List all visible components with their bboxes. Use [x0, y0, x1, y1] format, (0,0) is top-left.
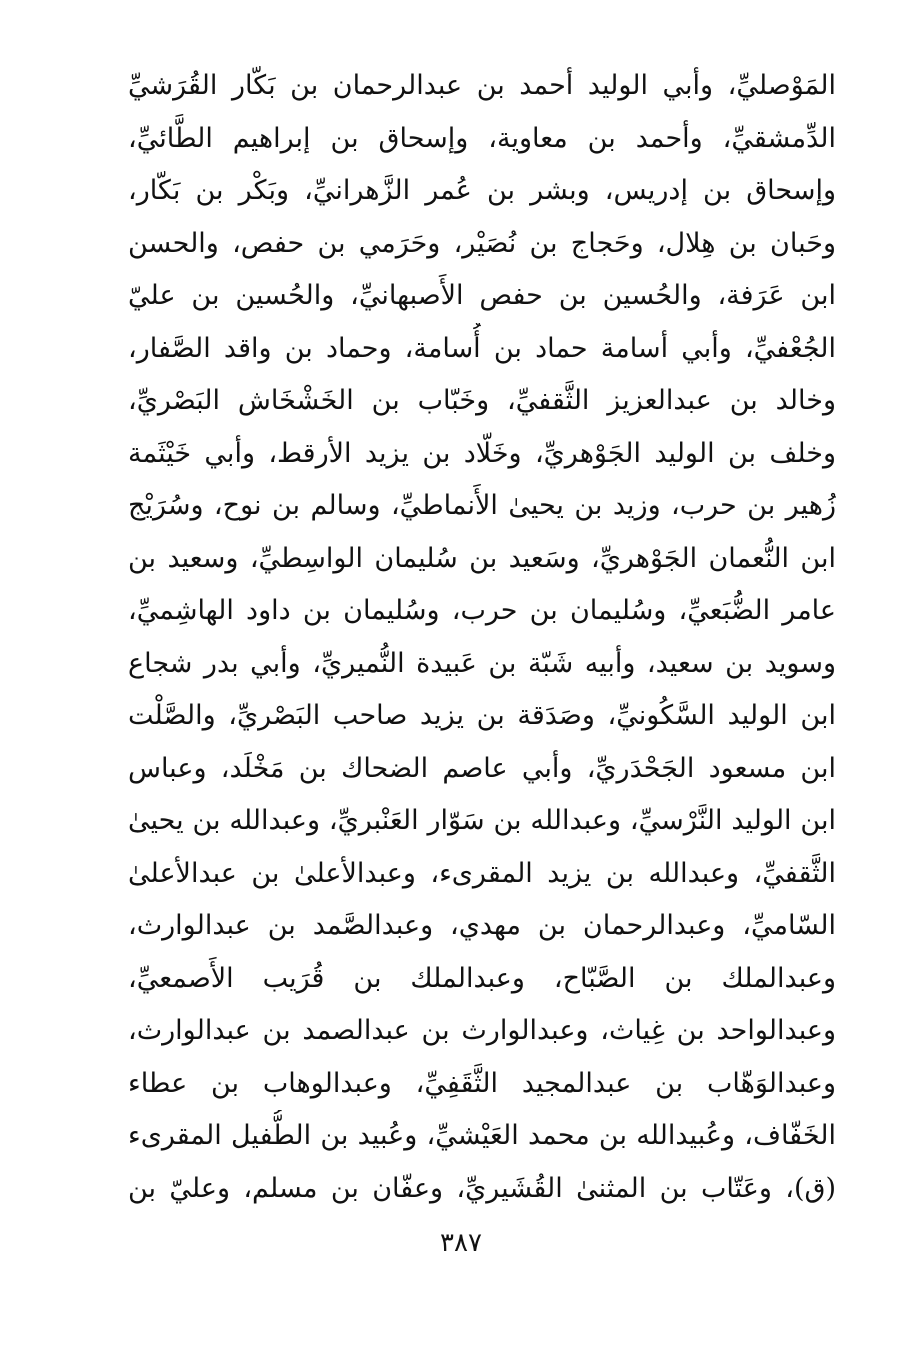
text-line: ابن النُّعمان الجَوْهريِّ، وسَعيد بن سُليمان الواسِطيِّ، وسعيد بن	[128, 542, 836, 574]
text-line: ابن مسعود الجَحْدَريِّ، وأبي عاصم الضحاك بن مَخْلَد، وعباس	[128, 752, 836, 784]
text-line: وخالد بن عبدالعزيز الثَّقفيِّ، وخَبّاب بن الخَشْخَاش البَصْريِّ،	[128, 385, 836, 416]
text-line: الجُعْفيِّ، وأبي أسامة حماد بن أُسامة، وحماد بن واقد الصَّفار،	[128, 332, 836, 364]
text-line: الخَفّاف، وعُبيدالله بن محمد العَيْشيِّ، وعُبيد بن الطُّفيل المقرىء	[128, 1120, 836, 1151]
text-line: ابن الوليد السَّكُونيِّ، وصَدَقة بن يزيد صاحب البَصْريِّ، والصَّلْت	[128, 700, 836, 731]
text-line: ابن الوليد النَّرْسيِّ، وعبدالله بن سَوّار العَنْبريِّ، وعبدالله بن يحيىٰ	[128, 805, 836, 836]
text-line: ابن عَرَفة، والحُسين بن حفص الأَصبهانيِّ، والحُسين بن عليّ	[128, 280, 836, 311]
text-line: وإسحاق بن إدريس، وبشر بن عُمر الزَّهرانيِّ، وبَكْر بن بَكّار،	[128, 175, 836, 206]
text-line: المَوْصليِّ، وأبي الوليد أحمد بن عبدالرحمان بن بَكّار القُرَشيِّ	[128, 70, 836, 101]
text-line: وخلف بن الوليد الجَوْهريِّ، وخَلّاد بن يزيد الأرقط، وأبي خَيْثَمة	[128, 437, 836, 469]
text-line: الثَّقفيِّ، وعبدالله بن يزيد المقرىء، وعبدالأعلىٰ بن عبدالأعلىٰ	[128, 857, 836, 889]
body-text	[128, 60, 836, 1215]
text-line: وعبدالملك بن الصَّبّاح، وعبدالملك بن قُرَيب الأَصمعيِّ،	[128, 962, 836, 994]
text-line: وسويد بن سعيد، وأبيه شَبّة بن عَبيدة النُّميريِّ، وأبي بدر شجاع	[128, 647, 836, 679]
text-line: وحَبان بن هِلال، وحَجاج بن نُصَيْر، وحَرَمي بن حفص، والحسن	[128, 227, 836, 259]
text-line: زُهير بن حرب، وزيد بن يحيىٰ الأَنماطيِّ، وسالم بن نوح، وسُرَيْج	[128, 490, 836, 521]
text-line: الدِّمشقيِّ، وأحمد بن معاوية، وإسحاق بن إبراهيم الطَّائيِّ،	[128, 122, 836, 154]
text-line: السّاميِّ، وعبدالرحمان بن مهدي، وعبدالصَّمد بن عبدالوارث،	[128, 910, 836, 941]
page-number: ٣٨٧	[440, 1228, 482, 1258]
text-line: وعبدالوَهّاب بن عبدالمجيد الثَّقَفِيِّ، وعبدالوهاب بن عطاء	[128, 1067, 836, 1099]
text-line: عامر الضُّبَعيِّ، وسُليمان بن حرب، وسُليمان بن داود الهاشِميِّ،	[128, 595, 836, 626]
text-line: وعبدالواحد بن غِياث، وعبدالوارث بن عبدالصمد بن عبدالوارث،	[128, 1015, 836, 1046]
text-line: (ق)، وعَتّاب بن المثنىٰ القُشَيريِّ، وعفّان بن مسلم، وعليّ بن	[128, 1172, 836, 1204]
